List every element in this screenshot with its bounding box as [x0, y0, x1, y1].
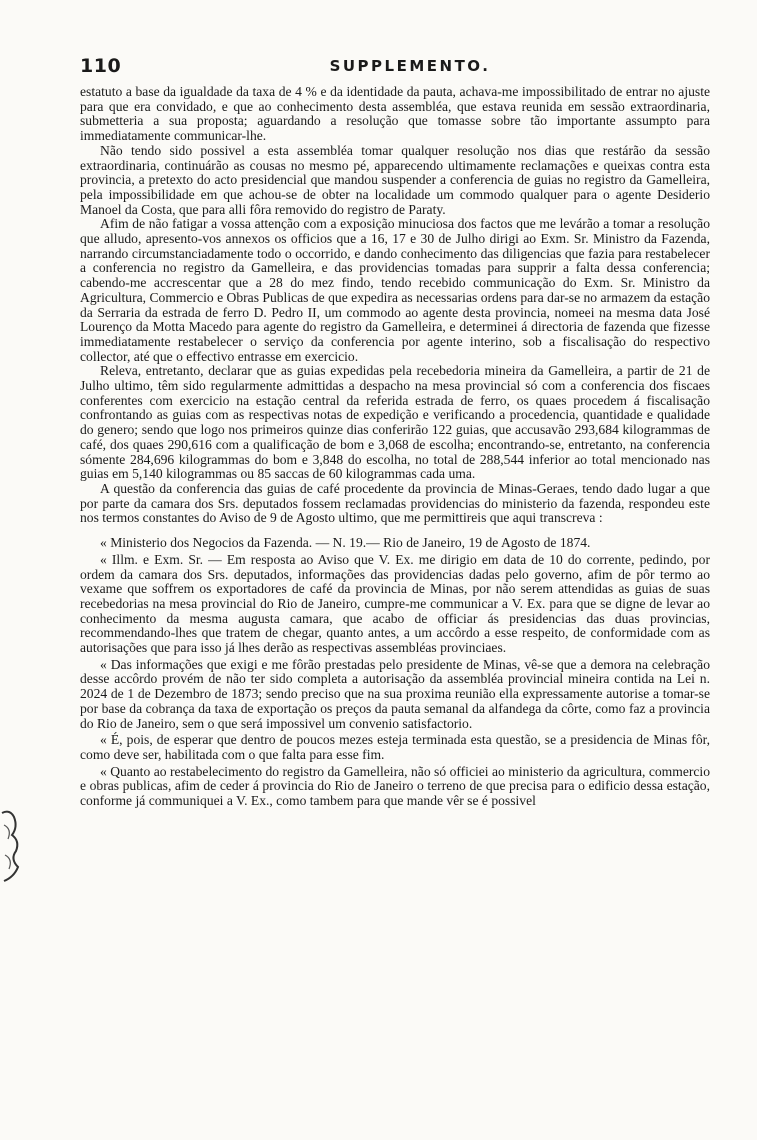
paragraph: estatuto a base da igualdade da taxa de 4 % e da identidade da pauta, achava-me impossibilitado de entrar no ajuste para que era convidado, e que ao conhecimento desta assembléa, que estava reunida em sessão extraordinaria, submetteria a sua proposta; aguardando a resolução que tomasse sobre tão importante assumpto para immediatamente communicar-lhe.	[80, 84, 710, 144]
quoted-dateline: « Ministerio dos Negocios da Fazenda. — N. 19.— Rio de Janeiro, 19 de Agosto de 1874.	[100, 535, 591, 551]
binding-mark-icon	[0, 805, 30, 885]
quoted-paragraph: « Das informações que exigi e me fôrão prestadas pelo presidente de Minas, vê-se que a demora na celebração desse accôrdo provém de não ter sido completa a autorisação da assembléa provincial mineira contida na Lei n. 2024 de 1 de Dezembro de 1873; sendo preciso que na sua proxima reunião ella expressamente autorise a tomar-se por base da cobrança da taxa de exportação os preços da pauta semanal da alfandega da côrte, como faz a provincia do Rio de Janeiro, sem o que será impossivel um convenio satisfactorio.	[80, 656, 710, 731]
quoted-paragraph: « É, pois, de esperar que dentro de poucos mezes esteja terminada esta questão, se a presidencia de Minas fôr, como deve ser, habilitada com o que falta para esse fim.	[80, 732, 710, 762]
quoted-paragraph: « Illm. e Exm. Sr. — Em resposta ao Aviso que V. Ex. me dirigio em data de 10 do corrente, pedindo, por ordem da camara dos Srs. deputados, informações das providencias dadas pelo governo, afim de pôr termo ao vexame que soffrem os exportadores de café da provincia de Minas, por não serem attendidas as guias de suas recebedorias na mesa provincial do Rio de Janeiro, cumpre-me communicar a V. Ex. para que se digne de levar ao conhecimento da mesma augusta camara, que acabo de officiar ás presidencias das duas provincias, recommendando-lhes que tratem de chegar, quanto antes, a um accôrdo a esse respeito, de conformidade com as autorisações que para isso já lhes derão as respectivas assembléas provinciaes.	[80, 551, 710, 656]
body-text	[80, 85, 710, 809]
page-number: 110	[80, 55, 122, 77]
paragraph: Afim de não fatigar a vossa attenção com a exposição minuciosa dos factos que me levárão a tomar a resolução que alludo, apresento-vos annexos os officios que a 16, 17 e 30 de Julho dirigi ao Exm. Sr. Ministro da Fazenda, narrando circumstanciadamente todo o occorrido, e dando conhecimento das diligencias que fazia para restabelecer a conferencia no registro da Gamelleira, e das providencias tomadas para supprir a falta dessa conferencia; cabendo-me accrescentar que a 28 do mez findo, tendo recebido communicação do Exm. Sr. Ministro da Agricultura, Commercio e Obras Publicas de que expedira as necessarias ordens para dar-se no armazem da estação da Serraria da estrada de ferro D. Pedro II, um commodo ao agente desta provincia, nomeei na mesma data José Lourenço da Motta Macedo para agente do registro da Gamelleira, e determinei á directoria de fazenda que fizesse immediatamente restabelecer o serviço da conferencia por agente interino, sob a fiscalisação do respectivo collector, até que o effectivo entrasse em exercicio.	[80, 216, 710, 364]
paragraph: Não tendo sido possivel a esta assembléa tomar qualquer resolução nos dias que restárão da sessão extraordinaria, continuárão as cousas no mesmo pé, apparecendo ultimamente reclamações e queixas contra esta provincia, a pretexto do acto presidencial que mandou suspender a conferencia de guias no registro da Gamelleira, pela impossibilidade em que achou-se de obter na localidade um commodo qualquer para o agente Desiderio Manoel da Costa, que para alli fôra removido do registro de Paraty.	[80, 142, 710, 217]
quoted-paragraph: « Quanto ao restabelecimento do registro da Gamelleira, não só officiei ao ministerio da agricultura, commercio e obras publicas, afim de ceder á provincia do Rio de Janeiro o terreno de que precisa para o edificio dessa estação, conforme já communiquei a V. Ex., como tambem para que mande vêr se é possivel	[80, 763, 710, 809]
page-header	[80, 55, 710, 85]
paragraph: Releva, entretanto, declarar que as guias expedidas pela recebedoria mineira da Gamelleira, a partir de 21 de Julho ultimo, têm sido regularmente admittidas a despacho na mesa provincial só com a conferencia dos fiscaes conferentes com exercicio na estação central da referida estrada de ferro, os quaes procedem á fiscalisação confrontando as guias com as respectivas notas de expedição e verificando a procedencia, quantidade e qualidade do genero; sendo que logo nos primeiros quinze dias conferirão 122 guias, que accusavão 293,684 kilogrammas de café, dos quaes 290,616 com a qualificação de bom e 3,068 de escolha; encontrando-se, entretanto, na conferencia sómente 284,696 kilogrammas do bom e 3,848 do escolha, no total de 288,544 inferior ao total mencionado nas guias em 5,140 kilogrammas ou 85 saccas de 60 kilogrammas cada uma.	[80, 363, 710, 482]
running-title: SUPPLEMENTO.	[329, 57, 491, 75]
paragraph: A questão da conferencia das guias de café procedente da provincia de Minas-Geraes, tendo dado lugar a que por parte da camara dos Srs. deputados fossem reclamadas providencias do ministerio da fazenda, respondeu este nos termos constantes do Aviso de 9 de Agosto ultimo, que me permittireis que aqui transcreva :	[80, 480, 710, 526]
